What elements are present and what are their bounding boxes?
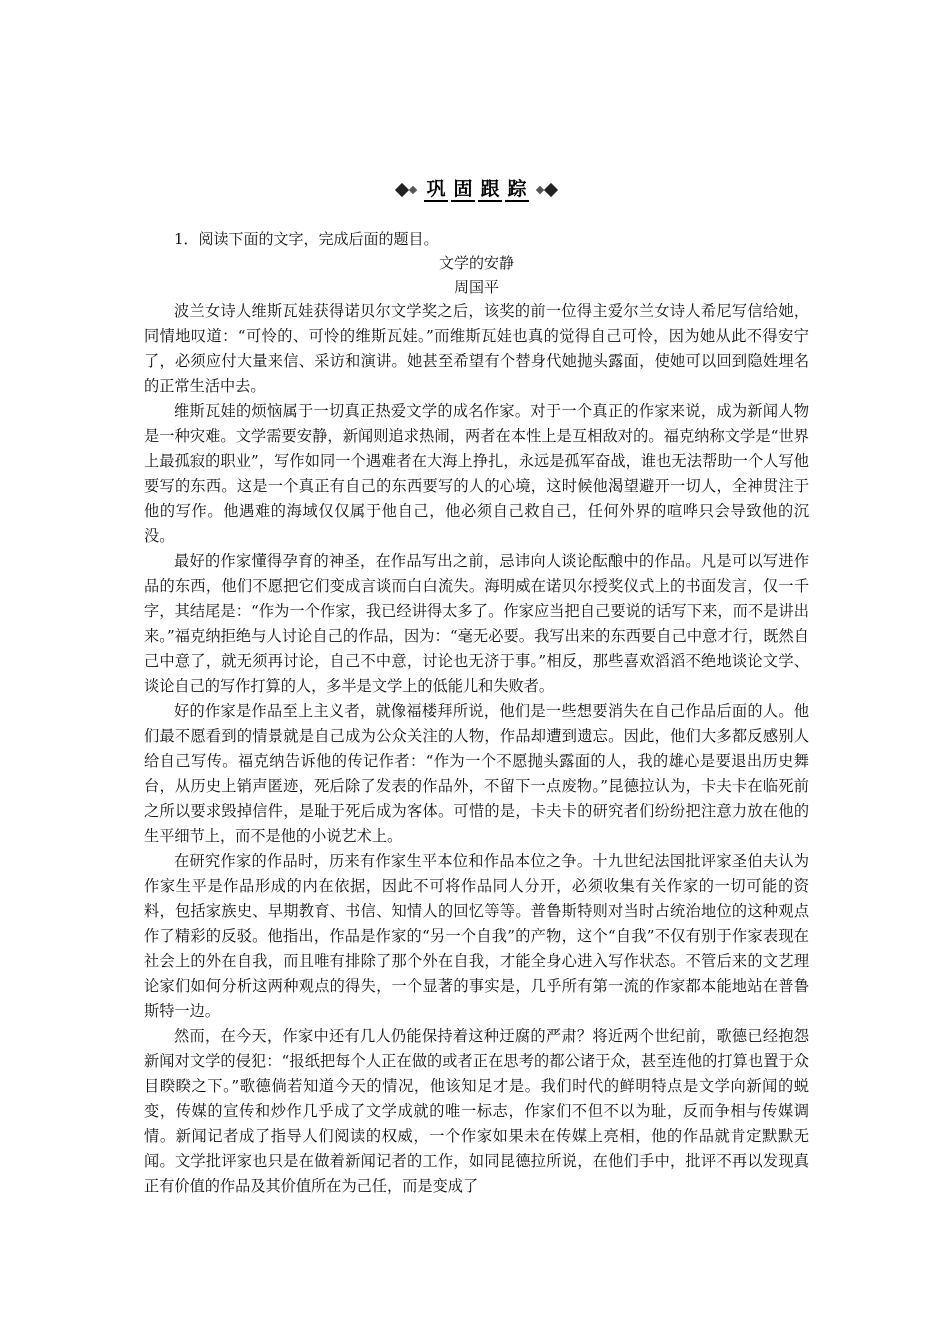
left-ornament: [397, 185, 416, 195]
banner-char: 跟: [478, 178, 502, 202]
document-page: [144, 178, 809, 1199]
diamond-icon: [409, 186, 417, 194]
article-paragraph: 在研究作家的作品时，历来有作家生平本位和作品本位之争。十九世纪法国批评家圣伯夫认为作家生平是作品形成的内在依据，因此不可将作品同人分开，必须收集有关作家的一切可能的资料，包括家族史、早期教育、书信、知情人的回忆等等。普鲁斯特则对当时占统治地位的这种观点作了精彩的反驳。他指出，作品是作家的“另一个自我”的产物，这个“自我”不仅有别于作家表现在社会上的外在自我，而且唯有排除了那个外在自我，才能全身心进入写作状态。不管后来的文艺理论家们如何分析这两种观点的得失，一个显著的事实是，几乎所有第一流的作家都本能地站在普鲁斯特一边。: [144, 852, 809, 1020]
article-paragraph: 波兰女诗人维斯瓦娃获得诺贝尔文学奖之后，该奖的前一位得主爱尔兰女诗人希尼写信给她，同情地叹道：“可怜的、可怜的维斯瓦娃。”而维斯瓦娃也真的觉得自己可怜，因为她从此不得安宁了，必须应付大量来信、采访和演讲。她甚至希望有个替身代她抛头露面，使她可以回到隐姓埋名的正常生活中去。: [144, 302, 809, 395]
article-title: 文学的安静: [438, 254, 514, 272]
article-paragraph: 好的作家是作品至上主义者，就像福楼拜所说，他们是一些想要消失在自己作品后面的人。他们最不愿看到的情景就是自己成为公众关注的人物，作品却遭到遗忘。因此，他们大多都反感别人给自己写传。福克纳告诉他的传记作者：“作为一个不愿抛头露面的人，我的雄心是要退出历史舞台，从历史上销声匿迹，死后除了发表的作品外，不留下一点废物。”昆德拉认为，卡夫卡在临死前之所以要求毁掉信件，是耻于死后成为客体。可惜的是，卡夫卡的研究者们纷纷把注意力放在他的生平细节上，而不是他的小说艺术上。: [144, 702, 809, 845]
article-paragraph: 维斯瓦娃的烦恼属于一切真正热爱文学的成名作家。对于一个真正的作家来说，成为新闻人物是一种灾难。文学需要安静，新闻则追求热闹，两者在本性上是互相敌对的。福克纳称文学是“世界上最孤寂的职业”，写作如同一个遇难者在大海上挣扎，永远是孤军奋战，谁也无法帮助一个人写他要写的东西。这是一个真正有自己的东西要写的人的心境，这时候他渴望避开一切人，全神贯注于他的写作。他遇难的海域仅仅属于他自己，他必须自己救自己，任何外界的喧哗只会导致他的沉没。: [144, 402, 809, 545]
article-author: 周国平: [453, 278, 499, 296]
question-prompt: 1．阅读下面的文字，完成后面的题目。: [174, 230, 439, 248]
diamond-icon: [395, 183, 409, 197]
section-banner: [144, 178, 809, 202]
banner-char: 固: [451, 178, 475, 202]
banner-title: [424, 178, 529, 202]
article-paragraph: 然而，在今天，作家中还有几人仍能保持着这种迂腐的严肃？将近两个世纪前，歌德已经抱怨新闻对文学的侵犯：“报纸把每个人正在做的或者正在思考的都公诸于众，甚至连他的打算也置于众目睽睽之下。”歌德倘若知道今天的情况，他该知足才是。我们时代的鲜明特点是文学向新闻的蜕变，传媒的宣传和炒作几乎成了文学成就的唯一标志，作家们不但不以为耻，反而争相与传媒调情。新闻记者成了指导人们阅读的权威，一个作家如果未在传媒上亮相，他的作品就肯定默默无闻。文学批评家也只是在做着新闻记者的工作，如同昆德拉所说，在他们手中，批评不再以发现真正有价值的作品及其价值所在为己任，而是变成了: [144, 1027, 809, 1195]
banner-char: 巩: [424, 178, 448, 202]
diamond-icon: [544, 183, 558, 197]
right-ornament: [537, 185, 556, 195]
banner-char: 踪: [505, 178, 529, 202]
article-paragraph: 最好的作家懂得孕育的神圣，在作品写出之前，忌讳向人谈论酝酿中的作品。凡是可以写进作品的东西，他们不愿把它们变成言谈而白白流失。海明威在诺贝尔授奖仪式上的书面发言，仅一千字，其结尾是：“作为一个作家，我已经讲得太多了。作家应当把自己要说的话写下来，而不是讲出来。”福克纳拒绝与人讨论自己的作品，因为：“毫无必要。我写出来的东西要自己中意才行，既然自己中意了，就无须再讨论，自己不中意，讨论也无济于事。”相反，那些喜欢滔滔不绝地谈论文学、谈论自己的写作打算的人，多半是文学上的低能儿和失败者。: [144, 552, 809, 695]
